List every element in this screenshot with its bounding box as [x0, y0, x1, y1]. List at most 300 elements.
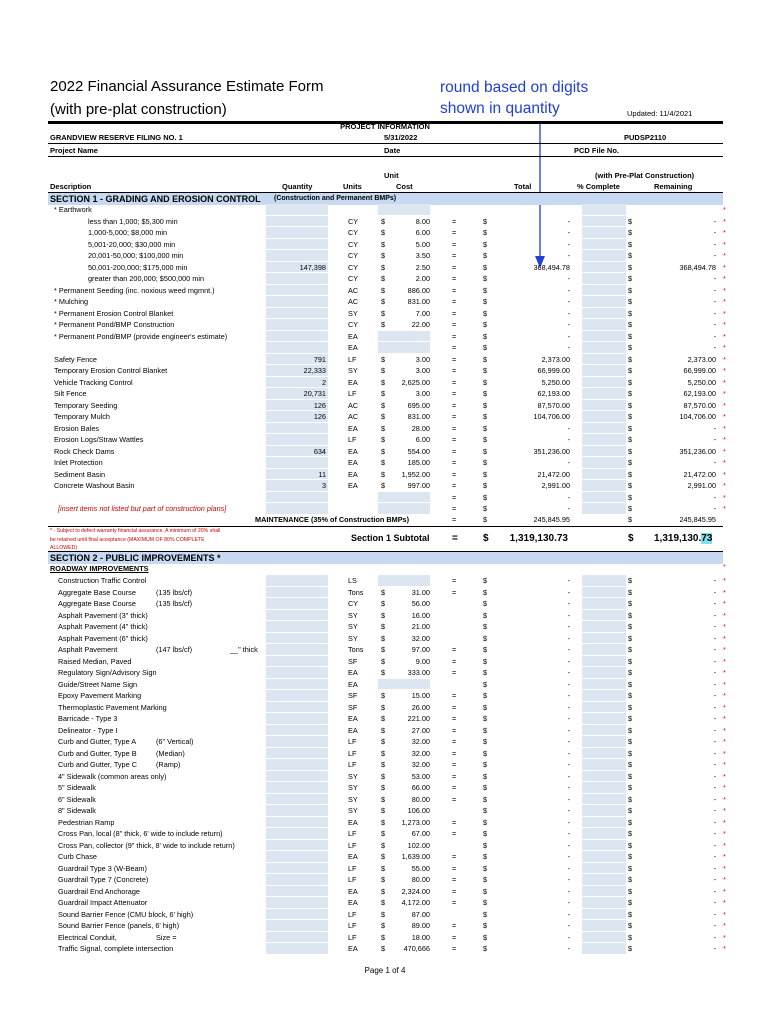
s2-cost-dollar: $: [381, 921, 386, 930]
s1-cost-dollar: $: [381, 469, 386, 479]
s2-total: -: [567, 840, 570, 850]
section1-subtotal-value: 1,319,130.73: [509, 533, 568, 544]
s1-star: *: [723, 412, 726, 421]
s2-remaining-dollar: $: [628, 898, 633, 907]
s1-row: [48, 285, 726, 297]
s1-description: less than 1,000; $5,300 min: [88, 216, 178, 226]
s1-remaining-dollar: $: [628, 285, 633, 295]
s1-row: [48, 434, 726, 446]
s1-pct-cell: [582, 469, 626, 480]
s2-qty-cell: [266, 863, 328, 874]
s2-equals: =: [452, 817, 457, 827]
s2-star: *: [723, 714, 726, 723]
s2-description: Thermoplastic Pavement Marking: [58, 702, 167, 712]
s1-qty-cell: [266, 204, 328, 215]
s1-remaining-dollar: $: [628, 251, 633, 260]
s1-cost-dollar: $: [381, 481, 386, 490]
s1-row: [48, 227, 726, 239]
s1-row: [48, 492, 726, 504]
s2-remaining: -: [713, 794, 716, 804]
s1-cost-dollar: $: [381, 377, 386, 387]
s2-equals: =: [452, 783, 457, 792]
s1-unit: EA: [348, 377, 358, 387]
s1-equals: =: [452, 400, 457, 410]
s1-pct-cell: [582, 319, 626, 330]
s2-row: [48, 909, 726, 921]
section1-subtotal-dollar: $: [483, 533, 489, 544]
s2-unit: SY: [348, 783, 358, 792]
s2-total-dollar: $: [483, 817, 488, 827]
s1-equals: =: [452, 481, 457, 490]
s1-description: 1,000-5,000; $8,000 min: [88, 228, 168, 237]
s2-row: [48, 932, 726, 944]
s2-unit: LF: [348, 748, 357, 758]
s1-quantity: 126: [313, 412, 326, 421]
s2-cost-dollar: $: [381, 817, 386, 827]
s2-remaining: -: [713, 599, 716, 608]
s2-unit: SF: [348, 702, 358, 712]
s2-pct-cell: [582, 713, 626, 724]
s2-total: -: [567, 794, 570, 804]
s2-row: [48, 851, 726, 863]
s2-unit: LF: [348, 737, 357, 746]
s2-total-dollar: $: [483, 886, 488, 896]
s2-unit-cost: 102.00: [407, 840, 430, 850]
s2-total: -: [567, 691, 570, 700]
s2-description: Pedestrian Ramp: [58, 817, 115, 827]
s1-quantity: 3: [321, 481, 326, 490]
s2-row: [48, 667, 726, 679]
s2-remaining-dollar: $: [628, 863, 633, 873]
s2-remaining-dollar: $: [628, 806, 633, 815]
s2-description: Guardrail End Anchorage: [58, 886, 140, 896]
s1-qty-cell: [266, 250, 328, 261]
s2-row: [48, 886, 726, 898]
s2-qty-cell: [266, 817, 328, 828]
s2-equals: =: [452, 737, 457, 746]
maintenance-total: 245,845.95: [533, 515, 570, 524]
s1-unit-cost: 28.00: [411, 423, 430, 433]
s2-remaining-dollar: $: [628, 886, 633, 896]
s2-extra: (Median): [156, 748, 185, 758]
s1-star: *: [723, 446, 726, 456]
s2-cost-dollar: $: [381, 725, 386, 735]
s2-total-dollar: $: [483, 599, 488, 608]
s2-remaining-dollar: $: [628, 794, 633, 804]
s2-cost-dollar: $: [381, 599, 386, 608]
s1-remaining-dollar: $: [628, 320, 633, 329]
s2-total: -: [567, 875, 570, 884]
s1-unit-cost: 185.00: [407, 458, 430, 467]
s1-description: 50,001-200,000; $175,000 min: [88, 262, 188, 272]
s1-row: [48, 469, 726, 481]
s2-description: Guardrail Impact Attenuator: [58, 898, 148, 907]
s2-row: [48, 748, 726, 760]
s1-qty-cell: [266, 342, 328, 353]
s2-total-dollar: $: [483, 852, 488, 861]
s2-unit-cost: 15.00: [411, 691, 430, 700]
s2-unit: EA: [348, 944, 358, 953]
s2-unit: LF: [348, 921, 357, 930]
s1-star: *: [723, 228, 726, 237]
s2-pct-cell: [582, 794, 626, 805]
s2-row: [48, 621, 726, 633]
s1-row: [48, 216, 726, 228]
date-label: Date: [384, 146, 401, 155]
s2-equals: =: [452, 829, 457, 838]
s2-remaining: -: [713, 702, 716, 712]
s1-remaining: 2,373.00: [687, 354, 716, 364]
s2-unit-cost: 31.00: [411, 587, 430, 597]
s2-pct-cell: [582, 874, 626, 885]
s2-remaining: -: [713, 610, 716, 620]
s1-total: -: [567, 492, 570, 502]
s1-remaining-dollar: $: [628, 423, 633, 433]
roadway-improvements-heading: ROADWAY IMPROVEMENTS: [50, 564, 149, 573]
s2-total-dollar: $: [483, 645, 488, 654]
s2-description: Electrical Conduit,: [58, 932, 117, 942]
s2-pct-cell: [582, 909, 626, 920]
s1-row: [48, 273, 726, 285]
s2-equals: =: [452, 863, 457, 873]
s1-pct-cell: [582, 308, 626, 319]
s2-remaining-dollar: $: [628, 633, 633, 643]
s2-unit-cost: 80.00: [411, 794, 430, 804]
s1-equals: =: [452, 274, 457, 283]
s2-remaining-dollar: $: [628, 622, 633, 631]
s2-qty-cell: [266, 794, 328, 805]
s1-star: *: [723, 274, 726, 283]
footnote-line2: be retained until final acceptance (MAXIMUM OF 80% COMPLETE: [50, 536, 205, 543]
s2-remaining: -: [713, 622, 716, 631]
s2-remaining: -: [713, 886, 716, 896]
maintenance-rem-dollar: $: [628, 515, 633, 524]
s2-star: *: [723, 817, 726, 827]
s2-pct-cell: [582, 748, 626, 759]
s1-equals: =: [452, 297, 457, 306]
s2-row: [48, 644, 726, 656]
s1-unit: EA: [348, 423, 358, 433]
s1-pct-cell: [582, 503, 626, 514]
s1-description: * Permanent Pond/BMP Construction: [54, 320, 175, 329]
s2-description: Curb and Gutter, Type A: [58, 737, 137, 746]
annotation-note-line1: round based on digits: [440, 79, 589, 96]
s1-description: Concrete Washout Basin: [54, 481, 135, 490]
s1-cost-dollar: $: [381, 274, 386, 283]
s2-total-dollar: $: [483, 679, 488, 689]
s2-remaining-dollar: $: [628, 576, 633, 585]
s2-equals: =: [452, 587, 457, 597]
s1-remaining: -: [713, 320, 716, 329]
s1-remaining-dollar: $: [628, 366, 633, 375]
s2-unit: EA: [348, 898, 358, 907]
s2-pct-cell: [582, 575, 626, 586]
s2-star: *: [723, 668, 726, 677]
s1-unit: CY: [348, 239, 359, 249]
s1-pct-cell: [582, 480, 626, 491]
s1-description: Temporary Erosion Control Blanket: [54, 366, 168, 375]
roadway-heading-star: *: [723, 564, 726, 571]
s1-unit: AC: [348, 285, 359, 295]
s1-total-dollar: $: [483, 481, 488, 490]
s1-unit: EA: [348, 458, 358, 467]
pcd-file-label: PCD File No.: [574, 146, 620, 155]
s2-star: *: [723, 794, 726, 804]
s1-description: * Permanent Erosion Control Blanket: [54, 308, 174, 318]
s1-total: -: [567, 331, 570, 341]
s2-unit-cost: 55.00: [411, 863, 430, 873]
s1-unit-cost: 3.00: [415, 366, 430, 375]
s2-star: *: [723, 656, 726, 666]
s1-total-dollar: $: [483, 400, 488, 410]
s2-unit-cost: 66.00: [411, 783, 430, 792]
s2-qty-cell: [266, 713, 328, 724]
s1-unit: LF: [348, 354, 357, 364]
s2-equals: =: [452, 921, 457, 930]
s1-description: Silt Fence: [54, 389, 87, 398]
col-cost: Cost: [396, 182, 413, 191]
s2-remaining: -: [713, 679, 716, 689]
s1-description: 20,001-50,000; $100,000 min: [88, 251, 184, 260]
s2-star: *: [723, 806, 726, 815]
s2-star: *: [723, 691, 726, 700]
s2-star: *: [723, 737, 726, 746]
s2-row: [48, 736, 726, 748]
s1-remaining: -: [713, 435, 716, 444]
s2-star: *: [723, 599, 726, 608]
s1-star: *: [723, 285, 726, 295]
pcd-file-value: PUDSP2110: [624, 133, 667, 142]
s1-row: [48, 446, 726, 458]
s2-total: -: [567, 944, 570, 953]
s1-remaining: 368,494.78: [679, 262, 716, 272]
s2-pct-cell: [582, 736, 626, 747]
s1-row: [48, 411, 726, 423]
s1-unit: EA: [348, 481, 358, 490]
s2-total-dollar: $: [483, 944, 488, 953]
s1-remaining-dollar: $: [628, 274, 633, 283]
s1-remaining: -: [713, 274, 716, 283]
s2-qty-cell: [266, 828, 328, 839]
s1-star: *: [723, 423, 726, 433]
s1-remaining-dollar: $: [628, 331, 633, 341]
s1-star: *: [723, 331, 726, 341]
s2-unit: LF: [348, 909, 357, 919]
s2-description: Curb and Gutter, Type B: [58, 748, 137, 758]
s2-pct-cell: [582, 644, 626, 655]
s2-cost-dollar: $: [381, 875, 386, 884]
s2-remaining: -: [713, 863, 716, 873]
s1-remaining-dollar: $: [628, 239, 633, 249]
s1-remaining-dollar: $: [628, 297, 633, 306]
project-info-bottom-rule: [48, 156, 723, 157]
s2-unit: SF: [348, 691, 358, 700]
s2-cost-dollar: $: [381, 610, 386, 620]
s1-unit-cost: 3.00: [415, 354, 430, 364]
s2-qty-cell: [266, 840, 328, 851]
s2-cost-dollar: $: [381, 794, 386, 804]
s1-total: 5,250.00: [541, 377, 570, 387]
s1-qty-cell: [266, 273, 328, 284]
s1-pct-cell: [582, 434, 626, 445]
s2-total-dollar: $: [483, 783, 488, 792]
s1-remaining-dollar: $: [628, 216, 633, 226]
s2-remaining-dollar: $: [628, 817, 633, 827]
s1-cost-cell: [378, 503, 430, 514]
s2-total-dollar: $: [483, 875, 488, 884]
s1-cost-dollar: $: [381, 400, 386, 410]
s2-remaining: -: [713, 817, 716, 827]
s2-row: [48, 575, 726, 587]
s2-star: *: [723, 576, 726, 585]
s2-star: *: [723, 909, 726, 919]
s2-remaining-dollar: $: [628, 760, 633, 769]
s1-total-dollar: $: [483, 504, 488, 513]
s2-unit-cost: 333.00: [407, 668, 430, 677]
s2-description: Raised Median, Paved: [58, 656, 132, 666]
s1-total: -: [567, 320, 570, 329]
s2-star: *: [723, 783, 726, 792]
s2-remaining-dollar: $: [628, 771, 633, 781]
s1-quantity: 791: [313, 354, 326, 364]
s2-unit: EA: [348, 852, 358, 861]
s1-total: 66,999.00: [537, 366, 570, 375]
s1-remaining-dollar: $: [628, 458, 633, 467]
col-preplat-label: (with Pre-Plat Construction): [595, 171, 695, 180]
s2-qty-cell: [266, 598, 328, 609]
s1-remaining-dollar: $: [628, 377, 633, 387]
s1-pct-cell: [582, 411, 626, 422]
s2-total: -: [567, 714, 570, 723]
s1-remaining-dollar: $: [628, 400, 633, 410]
s2-cost-dollar: $: [381, 645, 386, 654]
s1-star: *: [723, 216, 726, 226]
s2-total-dollar: $: [483, 587, 488, 597]
s1-remaining: -: [713, 297, 716, 306]
s2-equals: =: [452, 725, 457, 735]
s2-description: Guide/Street Name Sign: [58, 679, 138, 689]
s1-row: [48, 239, 726, 251]
s1-remaining: -: [713, 504, 716, 513]
s1-row: [48, 308, 726, 320]
s2-description: Aggregate Base Course: [58, 599, 136, 608]
s2-description: 8" Sidewalk: [58, 806, 96, 815]
s2-total: -: [567, 771, 570, 781]
s2-pct-cell: [582, 828, 626, 839]
s1-row: [48, 319, 726, 331]
s1-pct-cell: [582, 457, 626, 468]
s2-qty-cell: [266, 932, 328, 943]
s2-star: *: [723, 702, 726, 712]
s2-star: *: [723, 944, 726, 953]
s1-unit: AC: [348, 400, 359, 410]
s1-pct-cell: [582, 239, 626, 250]
s2-remaining: -: [713, 633, 716, 643]
s1-unit: EA: [348, 343, 358, 352]
s2-description: Construction Traffic Control: [58, 576, 147, 585]
s1-unit: LF: [348, 435, 357, 444]
s1-star: *: [723, 205, 726, 214]
s2-remaining-dollar: $: [628, 691, 633, 700]
s2-qty-cell: [266, 679, 328, 690]
s1-remaining-dollar: $: [628, 435, 633, 444]
s2-row: [48, 771, 726, 783]
s1-description: Rock Check Dams: [54, 446, 115, 456]
s2-extra: (6" Vertical): [156, 737, 194, 746]
s1-equals: =: [452, 354, 457, 364]
s2-remaining: -: [713, 921, 716, 930]
s2-equals: =: [452, 714, 457, 723]
s1-pct-cell: [582, 250, 626, 261]
s2-total: -: [567, 806, 570, 815]
s1-pct-cell: [582, 354, 626, 365]
s1-row: [48, 262, 726, 274]
s1-remaining: -: [713, 492, 716, 502]
s2-total: -: [567, 645, 570, 654]
s1-qty-cell: [266, 423, 328, 434]
s1-total: -: [567, 239, 570, 249]
s1-pct-cell: [582, 296, 626, 307]
s2-qty-cell: [266, 782, 328, 793]
s2-total: -: [567, 829, 570, 838]
s2-unit-cost: 2,324.00: [401, 886, 430, 896]
s1-total: 104,706.00: [533, 412, 570, 421]
s1-star: *: [723, 297, 726, 306]
s2-pct-cell: [582, 943, 626, 954]
s2-qty-cell: [266, 909, 328, 920]
s2-description: 6" Sidewalk: [58, 794, 96, 804]
s2-extra2: __" thick: [230, 645, 258, 654]
s2-remaining-dollar: $: [628, 944, 633, 953]
s2-pct-cell: [582, 840, 626, 851]
s1-remaining: -: [713, 228, 716, 237]
s1-total: -: [567, 504, 570, 513]
s2-row: [48, 690, 726, 702]
maintenance-remaining: 245,845.95: [679, 515, 716, 524]
s2-remaining-dollar: $: [628, 921, 633, 930]
s2-equals: =: [452, 760, 457, 769]
s2-unit-cost: 21.00: [411, 622, 430, 631]
s2-unit: LF: [348, 932, 357, 942]
s1-description: Vehicle Tracking Control: [54, 377, 133, 387]
s2-remaining-dollar: $: [628, 599, 633, 608]
s2-cost-dollar: $: [381, 748, 386, 758]
s2-remaining-dollar: $: [628, 737, 633, 746]
s1-total-dollar: $: [483, 274, 488, 283]
s2-unit-cost: 1,639.00: [401, 852, 430, 861]
s2-unit: LF: [348, 863, 357, 873]
s1-star: *: [723, 504, 726, 513]
s2-unit: LF: [348, 875, 357, 884]
s2-total: -: [567, 898, 570, 907]
maintenance-eq: =: [452, 515, 457, 524]
s1-description: Inlet Protection: [54, 458, 103, 467]
s2-star: *: [723, 622, 726, 631]
s2-pct-cell: [582, 920, 626, 931]
s2-qty-cell: [266, 621, 328, 632]
s2-total: -: [567, 737, 570, 746]
s1-equals: =: [452, 308, 457, 318]
s2-total-dollar: $: [483, 794, 488, 804]
maintenance-dollar: $: [483, 515, 488, 524]
s1-unit-cost: 6.00: [415, 228, 430, 237]
s1-unit-cost: 2,625.00: [401, 377, 430, 387]
col-units: Units: [343, 182, 362, 191]
s2-unit-cost: 97.00: [411, 645, 430, 654]
s1-cost-dollar: $: [381, 366, 386, 375]
s1-total-dollar: $: [483, 331, 488, 341]
s2-description: Barricade - Type 3: [58, 714, 118, 723]
